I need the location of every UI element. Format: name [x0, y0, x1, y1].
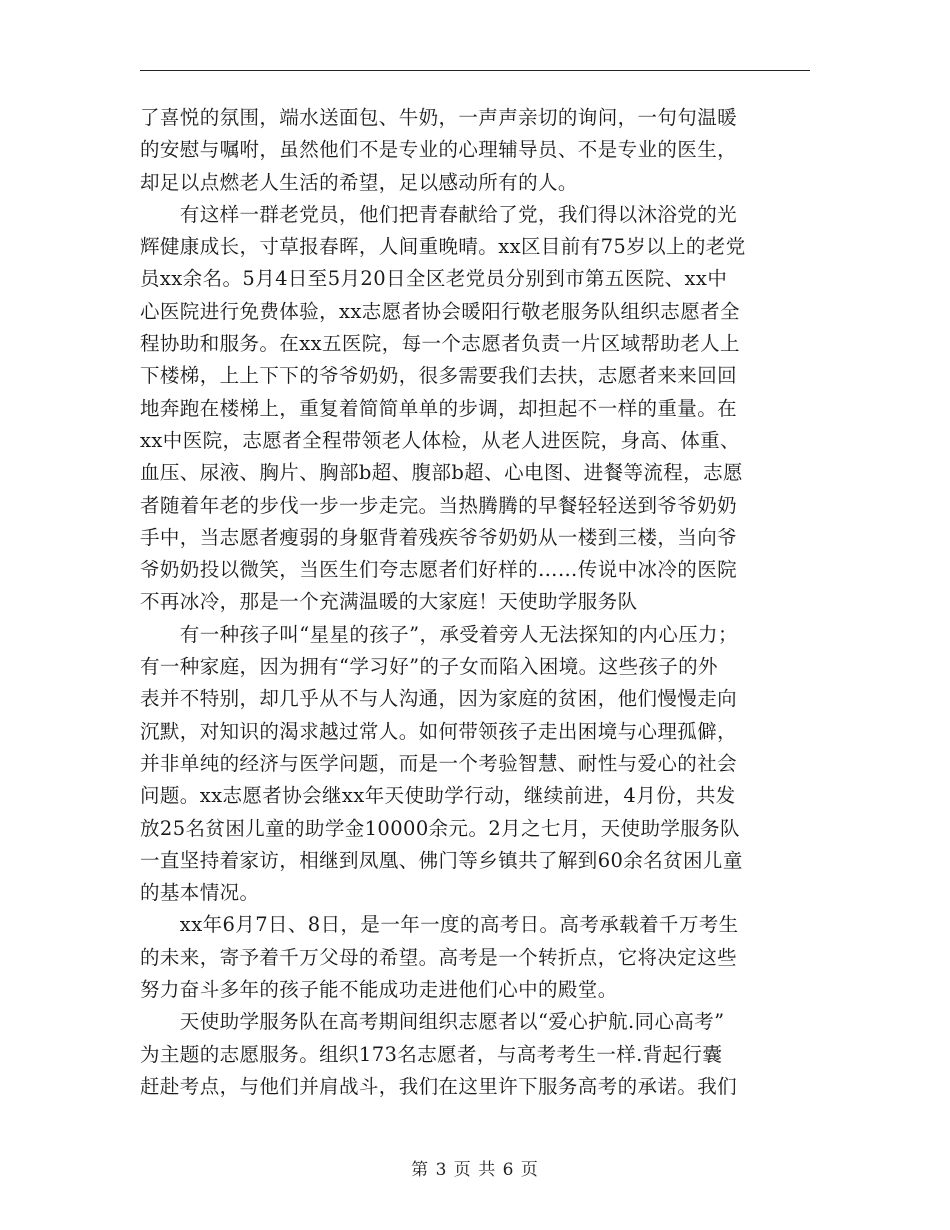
- paragraph-1: 了喜悦的氛围，端水送面包、牛奶，一声声亲切的询问，一句句温暖 的安慰与嘱咐，虽然他们不是专业的心理辅导员、不是专业的医生， 却足以点燃老人生活的希望，足以感动所有的人。: [140, 106, 738, 194]
- header-rule: [140, 70, 810, 71]
- paragraph-3: 有一种孩子叫“星星的孩子”，承受着旁人无法探知的内心压力； 有一种家庭，因为拥有“学习好”的子女而陷入困境。这些孩子的外 表并不特别，却几乎从不与人沟通，因为家庭的贫困，他们慢慢走向 沉默，对知识的渴求越过常人。如何带领孩子走出困境与心理孤僻， 并非单纯的经济与医学问题，而是一个考验智慧、耐性与爱心的社会 问题。xx志愿者协会继xx年天使助学行动，继续前进，4月份，共发 放25名贫困儿童的助学金10000余元。2月之七月，天使助学服务队 一直坚持着家访，相继到凤凰、佛门等乡镇共了解到60余名贫困儿童 的基本情况。: [140, 622, 743, 905]
- paragraph-4: xx年6月7日、8日，是一年一度的高考日。高考承载着千万考生 的未来，寄予着千万父母的希望。高考是一个转折点，它将决定这些 努力奋斗多年的孩子能不能成功走进他们心中的殿堂。: [140, 913, 739, 1002]
- document-body: [140, 102, 810, 1103]
- paragraph-5: 天使助学服务队在高考期间组织志愿者以“爱心护航.同心高考” 为主题的志愿服务。组织173名志愿者，与高考考生一样.背起行囊 赶赴考点，与他们并肩战斗，我们在这里许下服务高考的承诺。我们: [140, 1010, 738, 1098]
- page-number-footer: 第 3 页 共 6 页: [411, 1160, 539, 1180]
- paragraph-2: 有这样一群老党员，他们把青春献给了党，我们得以沐浴党的光 辉健康成长，寸草报春晖，人间重晚晴。xx区目前有75岁以上的老党 员xx余名。5月4日至5月20日全区老党员分别到市第五医院、xx中 心医院进行免费体验，xx志愿者协会暖阳行敬老服务队组织志愿者全 程协助和服务。在xx五医院，每一个志愿者负责一片区域帮助老人上 下楼梯，上上下下的爷爷奶奶，很多需要我们去扶，志愿者来来回回 地奔跑在楼梯上，重复着简简单单的步调，却担起不一样的重量。在 xx中医院，志愿者全程带领老人体检，从老人进医院，身高、体重、 血压、尿液、胸片、胸部b超、腹部b超、心电图、进餐等流程，志愿 者随着年老的步伐一步一步走完。当热腾腾的早餐轻轻送到爷爷奶奶 手中，当志愿者瘦弱的身躯背着残疾爷爷奶奶从一楼到三楼，当向爷 爷奶奶投以微笑，当医生们夸志愿者们好样的……传说中冰冷的医院 不再冰冷，那是一个充满温暖的大家庭！天使助学服务队: [140, 202, 746, 614]
